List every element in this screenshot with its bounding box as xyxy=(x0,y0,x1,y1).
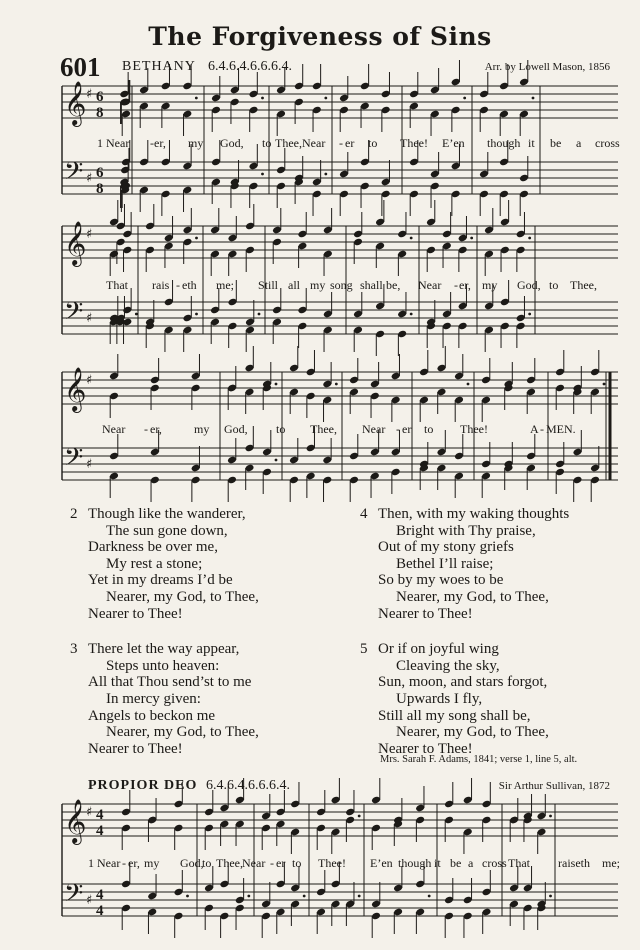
verse-number: 4 xyxy=(360,506,368,522)
time-sig-bottom: 4 xyxy=(96,903,104,919)
lyric-syllable: God, xyxy=(220,136,244,150)
dot-mark xyxy=(410,237,413,240)
verse-line: So by my woes to be xyxy=(378,572,504,589)
lyric-syllable: shall xyxy=(360,278,383,292)
time-sig-bottom: 4 xyxy=(96,823,104,839)
dot-mark xyxy=(428,895,431,898)
verse-line: Nearer to Thee! xyxy=(378,605,473,622)
time-sig-top: 4 xyxy=(96,887,104,903)
sharp-icon: ♯ xyxy=(86,87,93,102)
verse-line: Steps unto heaven: xyxy=(106,657,220,674)
dot-mark xyxy=(258,313,261,316)
verse-line: There let the way appear, xyxy=(88,641,240,658)
dot-mark xyxy=(532,97,535,100)
verse-stanza xyxy=(360,506,630,622)
verse-line: Nearer to Thee! xyxy=(88,605,183,622)
lyric-syllable: That xyxy=(106,278,128,292)
dot-mark xyxy=(358,895,361,898)
hymn-meter: 6.4.6.4.6.6.6.4. xyxy=(208,59,292,74)
dot-mark xyxy=(275,383,278,386)
bass-clef-icon: 𝄢 xyxy=(64,443,84,478)
bass-clef-icon: 𝄢 xyxy=(64,157,84,192)
verse-line: Still all my song shall be, xyxy=(378,707,531,724)
lyric-syllable: God, xyxy=(180,856,204,870)
verse-line: Angels to beckon me xyxy=(88,707,216,724)
lyric-syllable: to xyxy=(262,136,272,150)
hymn-number: 601 xyxy=(60,52,101,82)
lyric-syllable: - xyxy=(540,422,544,436)
lyric-syllable: all xyxy=(288,278,300,292)
lyric-syllable: A xyxy=(530,422,539,436)
lyric-syllable: E’en xyxy=(442,136,465,150)
lyric-line-4 xyxy=(62,856,618,874)
lyric-syllable: er xyxy=(402,422,412,436)
time-sig-top: 6 xyxy=(96,89,104,105)
lyric-syllable: Near xyxy=(302,136,326,150)
lyric-syllable: - xyxy=(122,856,126,870)
verse-line: Nearer, my God, to Thee, xyxy=(106,724,259,741)
sharp-icon: ♯ xyxy=(86,311,93,326)
lyric-syllable: be, xyxy=(386,278,401,292)
lyric-syllable: Thee! xyxy=(460,422,488,436)
verse-line: Upwards I fly, xyxy=(396,690,483,707)
verse-number: 2 xyxy=(70,506,78,522)
dot-mark xyxy=(195,237,198,240)
dot-mark xyxy=(528,313,531,316)
dot-mark xyxy=(549,895,552,898)
lyric-syllable: - xyxy=(144,422,148,436)
lyric-syllable: Still xyxy=(258,278,279,292)
treble-clef-icon: 𝄞 xyxy=(64,799,87,843)
time-sig-bottom: 8 xyxy=(96,181,104,197)
sharp-icon: ♯ xyxy=(86,805,93,820)
verse-line: My rest a stone; xyxy=(106,555,203,572)
verse-line: Bethel I’ll raise; xyxy=(396,555,494,572)
treble-clef-icon: 𝄞 xyxy=(64,221,87,265)
lyric-syllable: God, xyxy=(517,278,541,292)
time-sig-top: 4 xyxy=(96,807,104,823)
lyric-syllable: though xyxy=(487,136,521,150)
verses-left-column xyxy=(70,506,340,776)
lyric-syllable: me; xyxy=(216,278,234,292)
dot-mark xyxy=(324,97,327,100)
verse-line: Bright with Thy praise, xyxy=(396,522,536,539)
treble-clef-icon: 𝄞 xyxy=(64,367,87,411)
lyric-syllable: my xyxy=(310,278,326,292)
music-system-3 xyxy=(62,368,618,504)
bass-clef-icon: 𝄢 xyxy=(64,879,84,914)
verse-line: The sun gone down, xyxy=(106,522,228,539)
verse-line: Darkness be over me, xyxy=(88,539,218,556)
arranger-credit: Arr. by Lowell Mason, 1856 xyxy=(484,61,610,73)
lyric-syllable: be xyxy=(450,856,462,870)
verse-line: Yet in my dreams I’d be xyxy=(88,572,233,589)
alt-tune-meter: 6.4.6.4.6.6.6.4. xyxy=(206,778,290,793)
lyric-syllable: it xyxy=(528,136,535,150)
alt-tune-name: PROPIOR DEO xyxy=(88,778,198,793)
verse-stanza xyxy=(70,641,340,757)
music-system-2 xyxy=(62,222,618,360)
lyric-syllable: to xyxy=(368,136,378,150)
lyric-line-1 xyxy=(62,136,618,154)
lyric-syllable: God, xyxy=(224,422,248,436)
lyric-syllable: er, xyxy=(459,278,471,292)
dot-mark xyxy=(603,383,606,386)
lyric-syllable: cross xyxy=(595,136,620,150)
dot-mark xyxy=(410,313,413,316)
dot-mark xyxy=(275,459,278,462)
dot-mark xyxy=(335,383,338,386)
lyric-syllable: to xyxy=(276,422,286,436)
lyric-syllable: er, xyxy=(128,856,140,870)
lyric-syllable: - xyxy=(270,856,274,870)
lyric-syllable: my xyxy=(482,278,498,292)
sharp-icon: ♯ xyxy=(86,457,93,472)
lyric-syllable: Near xyxy=(242,856,266,870)
dot-mark xyxy=(261,97,264,100)
dot-mark xyxy=(549,815,552,818)
lyric-syllable: Thee! xyxy=(318,856,346,870)
lyric-syllable: Near xyxy=(418,278,442,292)
dot-mark xyxy=(467,383,470,386)
lyric-syllable: cross xyxy=(482,856,507,870)
lyric-syllable: er xyxy=(276,856,286,870)
lyric-syllable: rais xyxy=(152,278,170,292)
staff-notation-4 xyxy=(62,800,618,950)
dot-mark xyxy=(528,237,531,240)
verse-number: 5 xyxy=(360,641,368,658)
lyric-syllable: - xyxy=(396,422,400,436)
lyric-syllable: to xyxy=(424,422,434,436)
dot-mark xyxy=(195,97,198,100)
verse-line: Out of my stony griefs xyxy=(378,539,514,556)
music-system-1 xyxy=(62,82,618,218)
lyric-syllable: a xyxy=(468,856,474,870)
lyric-syllable: me; xyxy=(602,856,620,870)
verse-line: Nearer, my God, to Thee, xyxy=(106,588,259,605)
lyric-syllable: Thee, xyxy=(275,136,302,150)
dot-mark xyxy=(195,313,198,316)
lyric-syllable: eth xyxy=(182,278,197,292)
verses-block xyxy=(70,506,630,756)
lyric-syllable: E’en xyxy=(370,856,393,870)
dot-mark xyxy=(358,815,361,818)
sharp-icon: ♯ xyxy=(86,893,93,908)
lyric-syllable: Thee, xyxy=(216,856,243,870)
dot-mark xyxy=(303,895,306,898)
lyric-syllable: MEN. xyxy=(546,422,576,436)
lyric-syllable: Thee, xyxy=(570,278,597,292)
tune-name: BETHANY xyxy=(122,59,196,74)
lyric-syllable: to xyxy=(292,856,302,870)
lyric-syllable: my xyxy=(144,856,160,870)
dot-mark xyxy=(247,895,250,898)
lyric-syllable: Thee! xyxy=(400,136,428,150)
verse-line: Then, with my waking thoughts xyxy=(378,506,570,522)
verse-line: Nearer, my God, to Thee, xyxy=(396,724,549,741)
lyric-syllable: - xyxy=(150,136,154,150)
time-sig-bottom: 8 xyxy=(96,105,104,121)
verses-right-column xyxy=(360,506,630,776)
verse-stanza xyxy=(360,641,630,757)
lyric-syllable: be xyxy=(550,136,562,150)
lyric-syllable: er, xyxy=(154,136,166,150)
lyric-syllable: raiseth xyxy=(558,856,590,870)
lyric-syllable: Near xyxy=(362,422,386,436)
sharp-icon: ♯ xyxy=(86,171,93,186)
sharp-icon: ♯ xyxy=(86,227,93,242)
music-system-4 xyxy=(62,800,618,950)
lyric-syllable: That xyxy=(508,856,530,870)
lyric-syllable: though xyxy=(398,856,432,870)
verse-line: Nearer, my God, to Thee, xyxy=(396,588,549,605)
verse-line: In mercy given: xyxy=(106,690,201,707)
composer-credit: Sir Arthur Sullivan, 1872 xyxy=(498,780,610,792)
verse-line: Nearer to Thee! xyxy=(378,740,473,757)
page-title: The Forgiveness of Sins xyxy=(148,22,492,51)
dot-mark xyxy=(470,237,473,240)
lyric-syllable: 1 Near xyxy=(88,856,121,870)
verse-line: Nearer to Thee! xyxy=(88,740,183,757)
lyric-syllable: er xyxy=(345,136,355,150)
lyric-syllable: it xyxy=(434,856,441,870)
verse-number: 3 xyxy=(70,641,78,658)
lyric-syllable: - xyxy=(176,278,180,292)
verse-line: Cleaving the sky, xyxy=(396,657,500,674)
dot-mark xyxy=(186,895,189,898)
verse-line: Though like the wanderer, xyxy=(88,506,246,522)
lyric-syllable: - xyxy=(339,136,343,150)
lyric-syllable: to xyxy=(549,278,559,292)
lyric-syllable: a xyxy=(576,136,582,150)
verse-stanza xyxy=(70,506,340,622)
lyric-syllable: 1 Near xyxy=(97,136,130,150)
lyric-syllable: my xyxy=(194,422,210,436)
time-sig-top: 6 xyxy=(96,165,104,181)
verse-line: All that Thou send’st to me xyxy=(88,674,252,691)
dot-mark xyxy=(324,173,327,176)
dot-mark xyxy=(463,97,466,100)
lyric-line-2 xyxy=(62,278,618,296)
lyric-line-3 xyxy=(62,422,618,440)
treble-clef-icon: 𝄞 xyxy=(64,81,87,125)
lyric-syllable: song xyxy=(330,278,353,292)
lyric-syllable: - xyxy=(454,278,458,292)
lyric-syllable: er, xyxy=(150,422,162,436)
lyric-syllable: my xyxy=(188,136,204,150)
dot-mark xyxy=(135,313,138,316)
lyric-syllable: to xyxy=(202,856,212,870)
lyric-syllable: Thee, xyxy=(310,422,337,436)
lyric-syllable: Near xyxy=(102,422,126,436)
bass-clef-icon: 𝄢 xyxy=(64,297,84,332)
verse-line: Or if on joyful wing xyxy=(378,641,499,658)
dot-mark xyxy=(261,173,264,176)
sharp-icon: ♯ xyxy=(86,373,93,388)
author-credit: Mrs. Sarah F. Adams, 1841; verse 1, line 5, alt. xyxy=(380,754,578,765)
verse-line: Sun, moon, and stars forgot, xyxy=(378,674,548,691)
